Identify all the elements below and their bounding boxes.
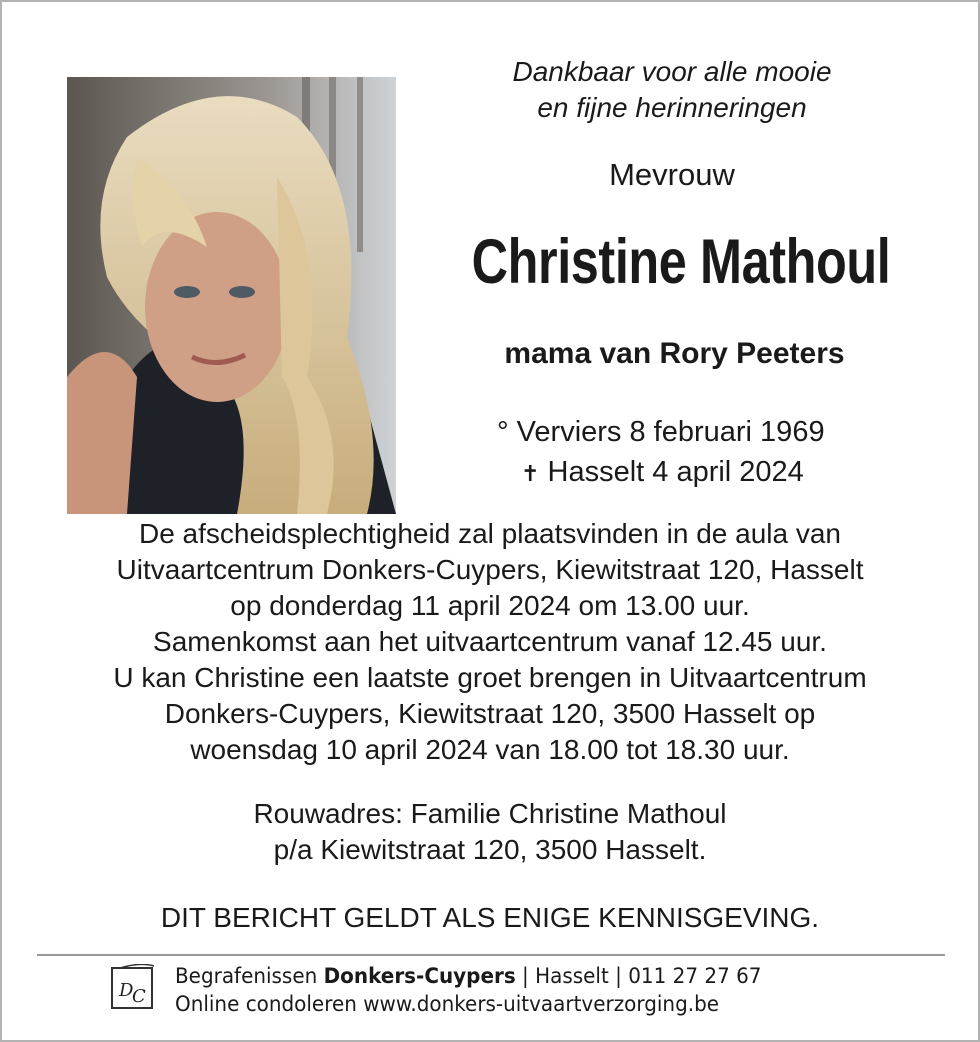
ceremony-line: Uitvaartcentrum Donkers-Cuypers, Kiewitstraat 120, Hasselt <box>116 554 864 585</box>
ceremony-line: Donkers-Cuypers, Kiewitstraat 120, 3500 Hasselt op <box>164 698 816 729</box>
notice-statement: DIT BERICHT GELDT ALS ENIGE KENNISGEVING. <box>160 902 820 933</box>
ceremony-line: U kan Christine een laatste groet brengen in Uitvaartcentrum <box>113 662 867 693</box>
birth-row <box>497 412 897 452</box>
deceased-name: Christine Mathoul <box>471 227 891 297</box>
footer-line-1 <box>175 962 897 990</box>
footer-phone: 011 27 27 67 <box>628 964 762 988</box>
svg-text:C: C <box>132 986 146 1007</box>
relation-line: mama van Rory Peeters <box>504 337 845 370</box>
ceremony-details <box>32 516 948 768</box>
footer-line-2 <box>175 990 897 1018</box>
footer-separator: | <box>522 964 529 988</box>
svg-text:D: D <box>119 980 134 1001</box>
footer-online-label: Online condoleren <box>175 992 357 1016</box>
mourning-address <box>32 796 948 868</box>
address-line-1: Rouwadres: Familie Christine Mathoul <box>253 798 727 829</box>
ceremony-line: op donderdag 11 april 2024 om 13.00 uur. <box>230 590 750 621</box>
footer-website-link[interactable]: www.donkers-uitvaartverzorging.be <box>363 992 720 1016</box>
company-logo-icon <box>110 964 156 1012</box>
death-cross-icon: ✝ <box>521 461 540 486</box>
quote-line-2: en fijne herinneringen <box>537 92 807 123</box>
ceremony-line: De afscheidsplechtigheid zal plaatsvinden in de aula van <box>138 518 842 549</box>
address-line-2: p/a Kiewitstraat 120, 3500 Hasselt. <box>273 834 707 865</box>
ceremony-line: woensdag 10 april 2024 van 18.00 tot 18.30 uur. <box>190 734 790 765</box>
birth-degree-icon: ° <box>497 416 509 448</box>
quote-line-1: Dankbaar voor alle mooie <box>512 56 832 87</box>
footer-city: Hasselt <box>535 964 609 988</box>
funeral-home-footer <box>175 962 897 1018</box>
footer-divider <box>37 954 945 956</box>
portrait-photo <box>67 77 396 514</box>
memorial-quote <box>432 54 912 126</box>
death-row <box>497 452 897 494</box>
footer-company: Donkers-Cuypers <box>323 964 516 988</box>
life-dates <box>497 412 897 494</box>
birth-text: Verviers 8 februari 1969 <box>516 416 825 448</box>
salutation: Mevrouw <box>609 157 735 192</box>
footer-separator: | <box>615 964 622 988</box>
footer-prefix: Begrafenissen <box>175 964 318 988</box>
death-text: Hasselt 4 april 2024 <box>547 456 804 488</box>
ceremony-line: Samenkomst aan het uitvaartcentrum vanaf 12.45 uur. <box>153 626 827 657</box>
portrait-image <box>67 77 396 514</box>
